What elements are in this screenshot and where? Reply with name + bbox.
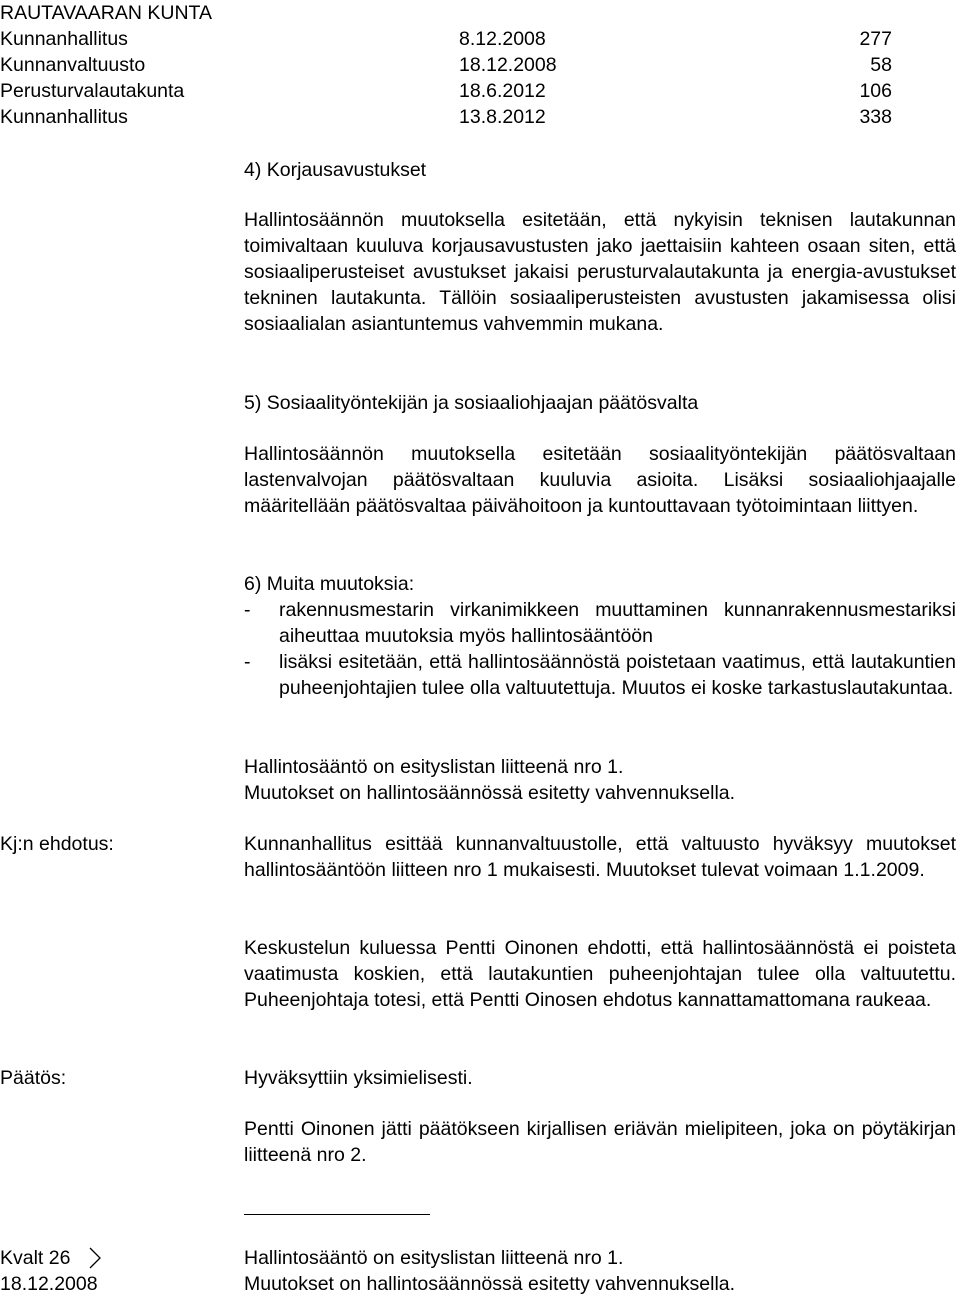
section-6-title: 6) Muita muutoksia: bbox=[244, 573, 415, 595]
attachment-line: Muutokset on hallintosäännössä esitetty vahvennuksella. bbox=[244, 782, 736, 804]
footer-line: Hallintosääntö on esityslistan liitteenä nro 1. bbox=[244, 1247, 624, 1269]
decision-label: Päätös: bbox=[0, 1067, 67, 1089]
dissent-paragraph: Pentti Oinonen jätti päätökseen kirjallisen eriävän mielipiteen, joka on pöytäkirjan liitteenä nro 2. bbox=[244, 1118, 956, 1166]
meeting-body: Kunnanvaltuusto bbox=[0, 54, 146, 76]
meeting-row bbox=[0, 26, 960, 52]
page-number: 277 bbox=[859, 28, 892, 50]
meeting-date: 18.6.2012 bbox=[459, 80, 546, 102]
section-4-title: 4) Korjausavustukset bbox=[244, 159, 427, 181]
list-item-text: rakennusmestarin virkanimikkeen muuttaminen kunnanrakennusmestariksi aiheuttaa muutoksia myös hallintosääntöön bbox=[279, 599, 956, 647]
footer-ref-label: Kvalt 26 bbox=[0, 1247, 71, 1269]
meeting-body: Kunnanhallitus bbox=[0, 28, 128, 50]
footer-ref-date: 18.12.2008 bbox=[0, 1273, 98, 1295]
attachment-line: Hallintosääntö on esityslistan liitteenä nro 1. bbox=[244, 756, 624, 778]
footnote-tick-icon bbox=[88, 1247, 102, 1269]
meeting-date: 8.12.2008 bbox=[459, 28, 546, 50]
decision-text: Hyväksyttiin yksimielisesti. bbox=[244, 1067, 473, 1089]
section-5-paragraph: Hallintosäännön muutoksella esitetään sosiaalityöntekijän päätösvaltaan lastenvalvojan päätösvaltaan kuuluvia asioita. Lisäksi sosiaaliohjaajalle määritellään päätösvaltaa päivähoitoon ja kuntouttavaan työtoimintaan liittyen. bbox=[244, 443, 956, 517]
proposal-label: Kj:n ehdotus: bbox=[0, 833, 114, 855]
meeting-row bbox=[0, 104, 960, 130]
meeting-date: 13.8.2012 bbox=[459, 106, 546, 128]
meeting-date: 18.12.2008 bbox=[459, 54, 557, 76]
footer-reference bbox=[0, 1245, 70, 1271]
page-number: 106 bbox=[859, 80, 892, 102]
list-item-text: lisäksi esitetään, että hallintosäännöstä poistetaan vaatimus, että lautakuntien puheenjohtajien tulee olla valtuutettuja. Muutos ei koske tarkastuslautakuntaa. bbox=[279, 651, 956, 699]
meeting-body: Perusturvalautakunta bbox=[0, 80, 185, 102]
meeting-row bbox=[0, 78, 960, 104]
section-5-title: 5) Sosiaalityöntekijän ja sosiaaliohjaajan päätösvalta bbox=[244, 392, 699, 414]
page-number: 58 bbox=[870, 54, 892, 76]
municipality-title: RAUTAVAARAN KUNTA bbox=[0, 2, 212, 24]
footer-line: Muutokset on hallintosäännössä esitetty vahvennuksella. bbox=[244, 1273, 736, 1295]
meeting-body: Kunnanhallitus bbox=[0, 106, 128, 128]
meeting-row bbox=[0, 52, 960, 78]
section-4-paragraph: Hallintosäännön muutoksella esitetään, että nykyisin teknisen lautakunnan toimivaltaan kuuluva korjausavustusten jako jaettaisiin kahteen osaan siten, että sosiaaliperusteiset avustukset jakaisi perusturvalautakunta ja energia-avustukset tekninen lautakunta. Tällöin sosiaaliperusteisten avustusten jakamisessa olisi sosiaalialan asiantuntemus vahvemmin mukana. bbox=[244, 209, 956, 335]
discussion-paragraph: Keskustelun kuluessa Pentti Oinonen ehdotti, että hallintosäännöstä ei poisteta vaatimusta koskien, että lautakuntien puheenjohtajan tulee olla valtuutettu. Puheenjohtaja totesi, että Pentti Oinosen ehdotus kannattamattomana raukeaa. bbox=[244, 937, 956, 1011]
separator-line bbox=[244, 1214, 430, 1215]
proposal-text: Kunnanhallitus esittää kunnanvaltuustolle, että valtuusto hyväksyy muutokset hallintosääntöön liitteen nro 1 mukaisesti. Muutokset tulevat voimaan 1.1.2009. bbox=[244, 833, 956, 881]
page-number: 338 bbox=[859, 106, 892, 128]
